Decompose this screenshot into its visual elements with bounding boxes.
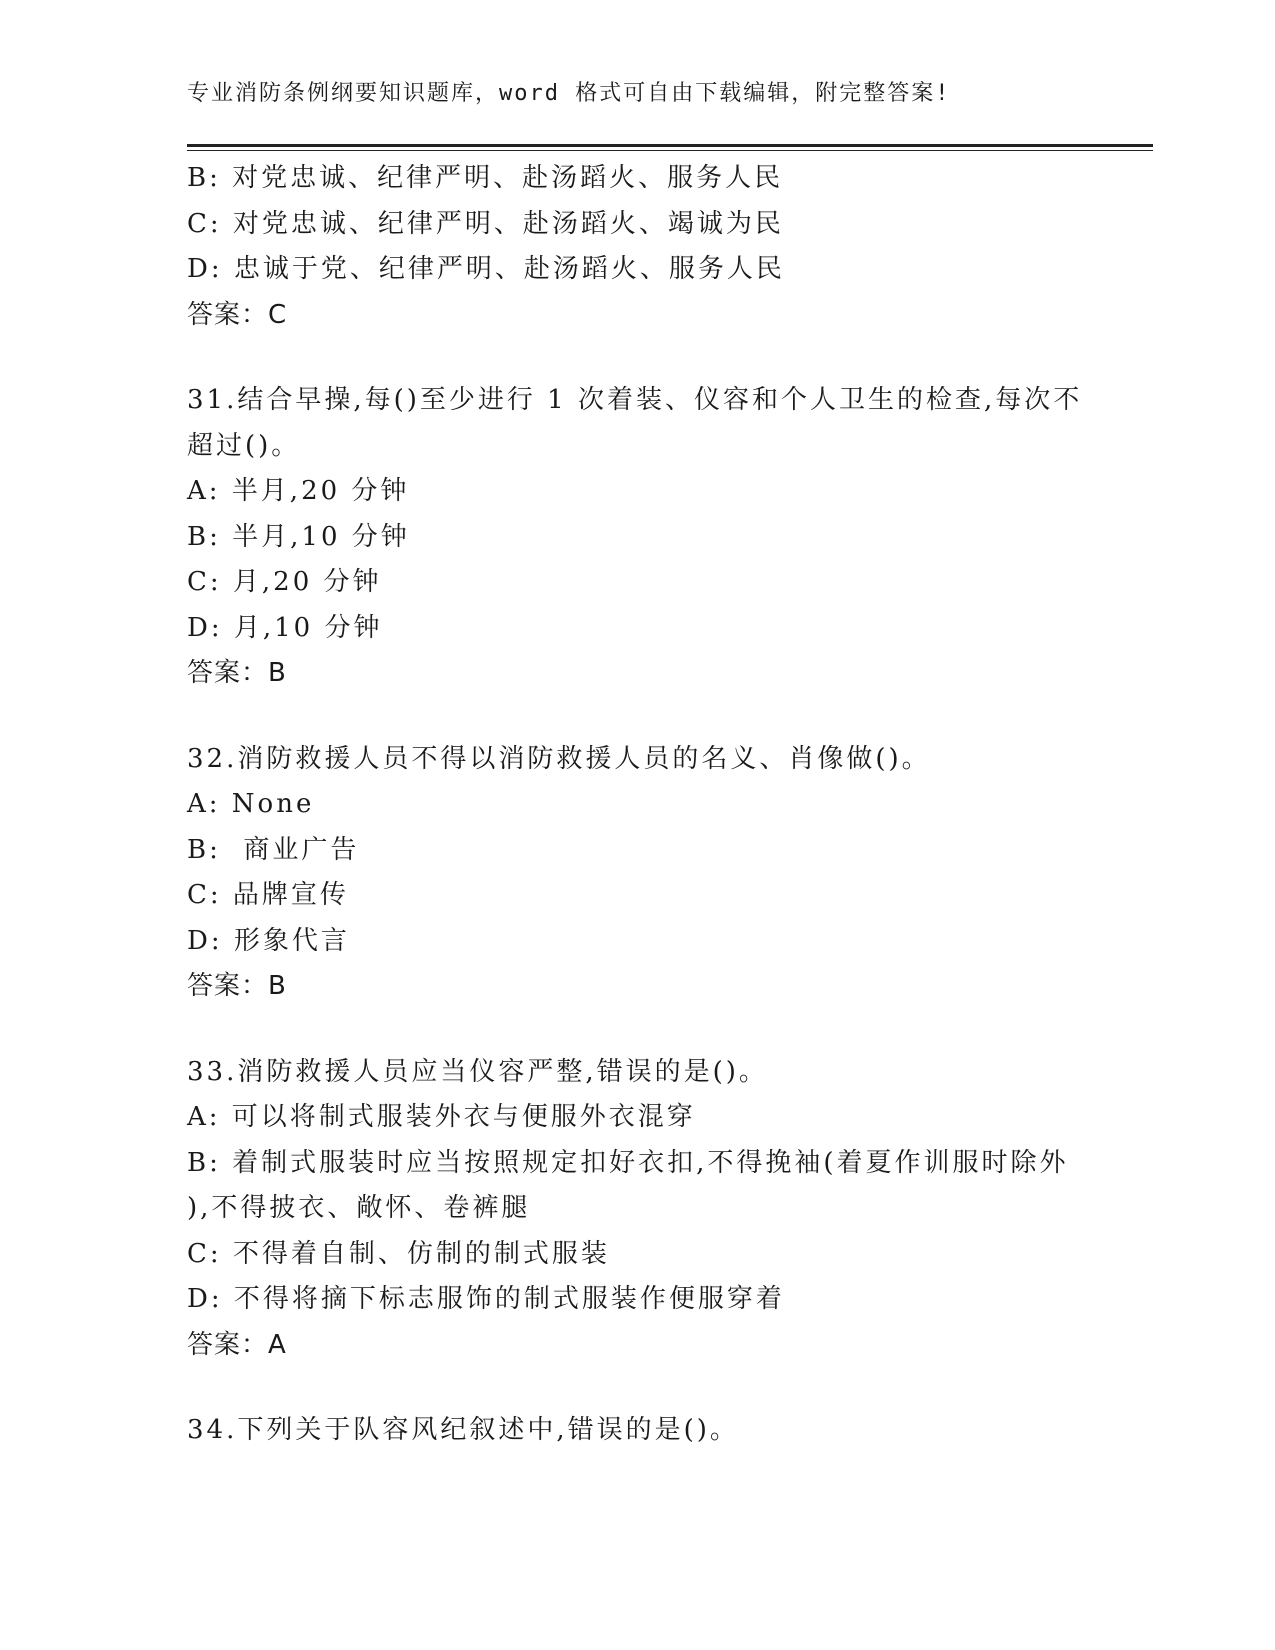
question-stem: 33.消防救援人员应当仪容严整,错误的是()。 — [187, 1056, 768, 1087]
question-30 — [187, 156, 1087, 338]
option-a: A: 可以将制式服装外衣与便服外衣混穿 — [187, 1102, 696, 1132]
document-body — [187, 156, 1087, 1454]
question-34 — [187, 1408, 1087, 1454]
option-b: B: 商业广告 — [187, 834, 360, 865]
header-rule-thick — [187, 144, 1153, 147]
option-d: D: 形象代言 — [187, 925, 350, 956]
question-stem: 32.消防救援人员不得以消防救援人员的名义、肖像做()。 — [187, 743, 931, 774]
option-b: B: 半月,10 分钟 — [187, 521, 410, 552]
question-33 — [187, 1050, 1087, 1369]
page-header: 专业消防条例纲要知识题库，word 格式可自由下载编辑，附完整答案! — [187, 81, 951, 106]
option-a: A: 半月,20 分钟 — [187, 476, 410, 506]
question-31 — [187, 378, 1087, 697]
answer: 答案：C — [187, 299, 288, 330]
option-c: C: 品牌宣传 — [187, 880, 349, 910]
option-c: C: 对党忠诚、纪律严明、赴汤蹈火、竭诚为民 — [187, 208, 784, 239]
option-b-continued: ),不得披衣、敞怀、卷裤腿 — [187, 1193, 531, 1223]
answer: 答案：B — [187, 971, 287, 1001]
option-a: A: None — [187, 789, 315, 819]
question-32 — [187, 737, 1087, 1010]
question-stem: 34.下列关于队容风纪叙述中,错误的是()。 — [187, 1415, 739, 1445]
option-c: C: 不得着自制、仿制的制式服装 — [187, 1238, 610, 1269]
header-rule-thin — [187, 150, 1153, 151]
question-stem: 超过()。 — [187, 430, 301, 461]
option-c: C: 月,20 分钟 — [187, 567, 382, 597]
answer: 答案：B — [187, 658, 287, 688]
option-b: B: 对党忠诚、纪律严明、赴汤蹈火、服务人民 — [187, 163, 784, 193]
option-d: D: 忠诚于党、纪律严明、赴汤蹈火、服务人民 — [187, 254, 785, 284]
answer: 答案：A — [187, 1329, 287, 1360]
question-stem: 31.结合早操,每()至少进行 1 次着装、仪容和个人卫生的检查,每次不 — [187, 385, 1083, 415]
option-d: D: 月,10 分钟 — [187, 612, 383, 643]
option-b: B: 着制式服装时应当按照规定扣好衣扣,不得挽袖(着夏作训服时除外 — [187, 1147, 1069, 1178]
option-d: D: 不得将摘下标志服饰的制式服装作便服穿着 — [187, 1284, 785, 1314]
